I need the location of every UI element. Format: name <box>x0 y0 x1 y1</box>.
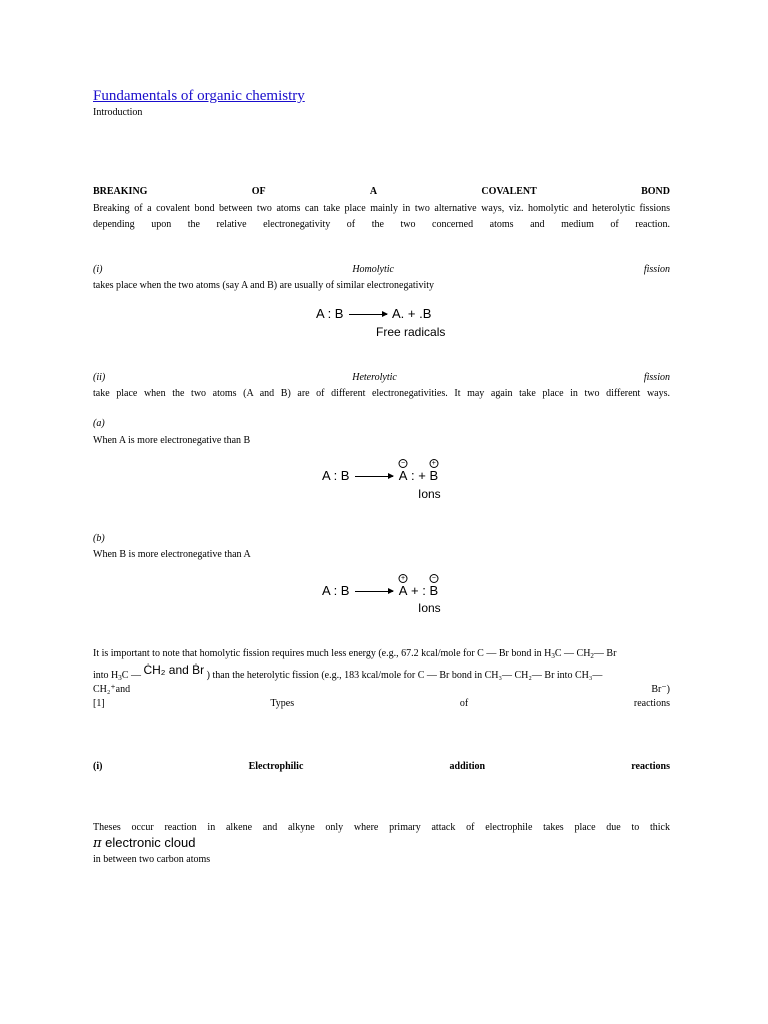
heading-word: BOND <box>641 186 670 197</box>
cation-a: + A <box>398 575 408 598</box>
anion-a: − A <box>398 460 408 483</box>
energy-line-1: It is important to note that homolytic fission requires much less energy (e.g., 67.2 kcal/mole for C — Br bond in $H_3C$ — $CH_2—$ Br <box>93 648 617 660</box>
case-a-label: (a) <box>93 418 105 429</box>
types-word: Types <box>270 698 295 709</box>
electrophilic-word: Electrophilic <box>248 761 304 772</box>
homolytic-text: takes place when the two atoms (say A and B) are usually of similar electronegativity <box>93 280 435 291</box>
positive-charge-icon: + <box>399 574 408 583</box>
theses-tail: in between two carbon atoms <box>93 854 211 865</box>
electrophilic-number: (i) <box>93 761 103 772</box>
homolytic-heading <box>93 264 670 276</box>
reaction-arrow-icon <box>355 591 393 592</box>
types-word: reactions <box>633 698 670 709</box>
case-b-text: When B is more electronegative than A <box>93 549 251 560</box>
paragraph-breaking: Breaking of a covalent bond between two atoms can take place mainly in two alternative ways, viz. homolytic and heterolytic fissions depending upon the relative electronegativity of the two concerned atoms and medium of reaction. <box>93 203 670 230</box>
heterolytic-text: take place when the two atoms (A and B) are of different electronegativities. It may again take place in two different ways. <box>93 388 670 399</box>
eq-mid: + : <box>411 583 426 598</box>
heterolytic-number: (ii) <box>93 372 106 383</box>
reaction-arrow-icon <box>355 476 393 477</box>
eq-reactant: A : B <box>322 583 350 598</box>
heterolytic-fission-word: fission <box>643 372 670 383</box>
positive-charge-icon: + <box>429 459 438 468</box>
heading-word: COVALENT <box>481 186 537 197</box>
case-b-equation <box>322 575 439 599</box>
anion-b: − B <box>429 575 439 598</box>
intro-label: Introduction <box>93 107 143 118</box>
case-a-text: When A is more electronegative than B <box>93 435 251 446</box>
free-radicals-label: Free radicals <box>376 325 446 339</box>
energy-line-2: into $H_3C$ — ĊH₂ and Ḃr ) than the heterolytic fission (e.g., 183 kcal/mole for C — Br bond in CH₃— CH₂— Br into CH₃— <box>93 663 603 682</box>
energy-line-3 <box>93 684 670 696</box>
heading-word: OF <box>251 186 266 197</box>
negative-charge-icon: − <box>429 574 438 583</box>
theses-text: Theses occur reaction in alkene and alkyne only where primary attack of electrophile takes place due to thick <box>93 822 670 833</box>
pi-cloud-text: electronic cloud <box>105 835 196 850</box>
eq-reactant: A : B <box>316 306 344 321</box>
ions-label: Ions <box>418 601 441 615</box>
homolytic-term: Homolytic <box>352 264 394 275</box>
page-title[interactable]: Fundamentals of organic chemistry <box>93 88 305 104</box>
electrophilic-heading <box>93 761 670 773</box>
homolytic-fission-word: fission <box>643 264 670 275</box>
homolytic-number: (i) <box>93 264 103 275</box>
eq-reactant: A : B <box>322 468 350 483</box>
heterolytic-heading <box>93 372 670 384</box>
pi-cloud <box>93 835 196 852</box>
types-word: of <box>459 698 469 709</box>
types-number: [1] <box>93 698 105 709</box>
cation-b: + B <box>429 460 439 483</box>
electrophilic-word: reactions <box>631 761 670 772</box>
heading-word: A <box>369 186 378 197</box>
heterolytic-term: Heterolytic <box>352 372 397 383</box>
ions-label: Ions <box>418 487 441 501</box>
case-a-equation <box>322 460 439 484</box>
eq-mid: : + <box>411 468 426 483</box>
radical-species: ĊH₂ and Ḃr <box>143 663 205 677</box>
energy-cation: CH₂⁺and <box>93 684 131 695</box>
heading-word: BREAKING <box>93 186 148 197</box>
electrophilic-word: addition <box>449 761 486 772</box>
energy-anion: Br⁻) <box>651 684 670 695</box>
reaction-arrow-icon <box>349 314 387 315</box>
types-heading <box>93 698 670 710</box>
eq-products: A. + .B <box>392 306 432 321</box>
heading-breaking-bond <box>93 186 670 198</box>
homolytic-equation <box>316 306 431 322</box>
pi-symbol: π <box>93 836 102 851</box>
negative-charge-icon: − <box>399 459 408 468</box>
case-b-label: (b) <box>93 533 105 544</box>
